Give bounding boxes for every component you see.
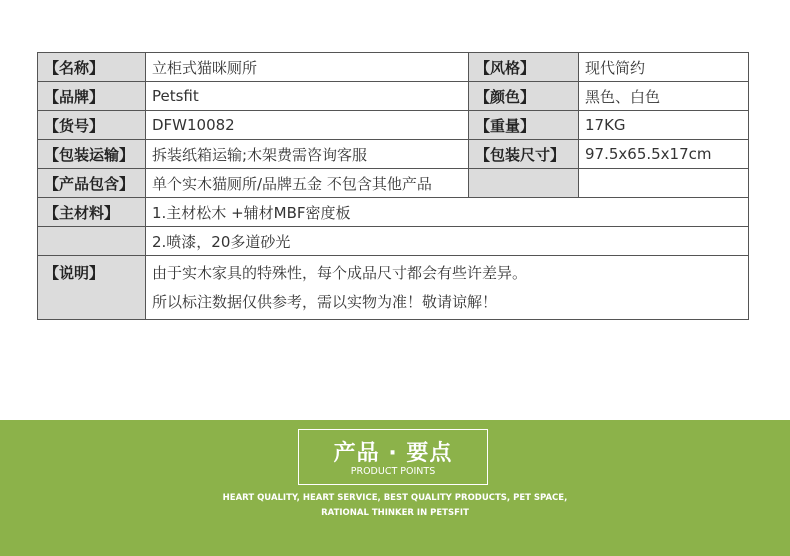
brand-label: 【品牌】 [38,82,146,111]
weight-label: 【重量】 [469,111,579,140]
material-value-1: 1.主材松木 +辅材MBF密度板 [146,198,749,227]
note-value [146,256,749,320]
shipping-label: 【包装运输】 [38,140,146,169]
sku-label: 【货号】 [38,111,146,140]
contents-value: 单个实木猫厕所/品牌五金 不包含其他产品 [146,169,469,198]
style-value: 现代简约 [579,53,749,82]
table-row [38,198,749,227]
spec-table [37,52,749,320]
shipping-value: 拆装纸箱运输;木架费需咨询客服 [146,140,469,169]
banner-title: 产品 · 要点 [333,441,453,466]
table-row [38,82,749,111]
weight-value: 17KG [579,111,749,140]
note-line-2: 所以标注数据仅供参考，需以实物为准！敬请谅解！ [152,292,498,311]
table-row [38,111,749,140]
product-points-box [298,429,488,485]
package-size-value: 97.5x65.5x17cm [579,140,749,169]
empty-cell [579,169,749,198]
name-value: 立柜式猫咪厕所 [146,53,469,82]
table-row [38,53,749,82]
package-size-label: 【包装尺寸】 [469,140,579,169]
banner-tagline-1: HEART QUALITY, HEART SERVICE, BEST QUALITY PRODUCTS, PET SPACE, [222,493,568,503]
material-value-2: 2.喷漆，20多道砂光 [146,227,749,256]
style-label: 【风格】 [469,53,579,82]
table-row [38,227,749,256]
name-label: 【名称】 [38,53,146,82]
color-value: 黑色、白色 [579,82,749,111]
color-label: 【颜色】 [469,82,579,111]
banner-tagline-2: RATIONAL THINKER IN PETSFIT [321,508,469,518]
note-label: 【说明】 [38,256,146,320]
empty-cell [38,227,146,256]
banner-subtitle: PRODUCT POINTS [350,466,436,477]
table-row [38,140,749,169]
table-row [38,169,749,198]
sku-value: DFW10082 [146,111,469,140]
empty-cell [469,169,579,198]
brand-value: Petsfit [146,82,469,111]
material-label: 【主材料】 [38,198,146,227]
contents-label: 【产品包含】 [38,169,146,198]
note-line-1: 由于实木家具的特殊性，每个成品尺寸都会有些许差异。 [152,263,528,282]
table-row [38,256,749,320]
